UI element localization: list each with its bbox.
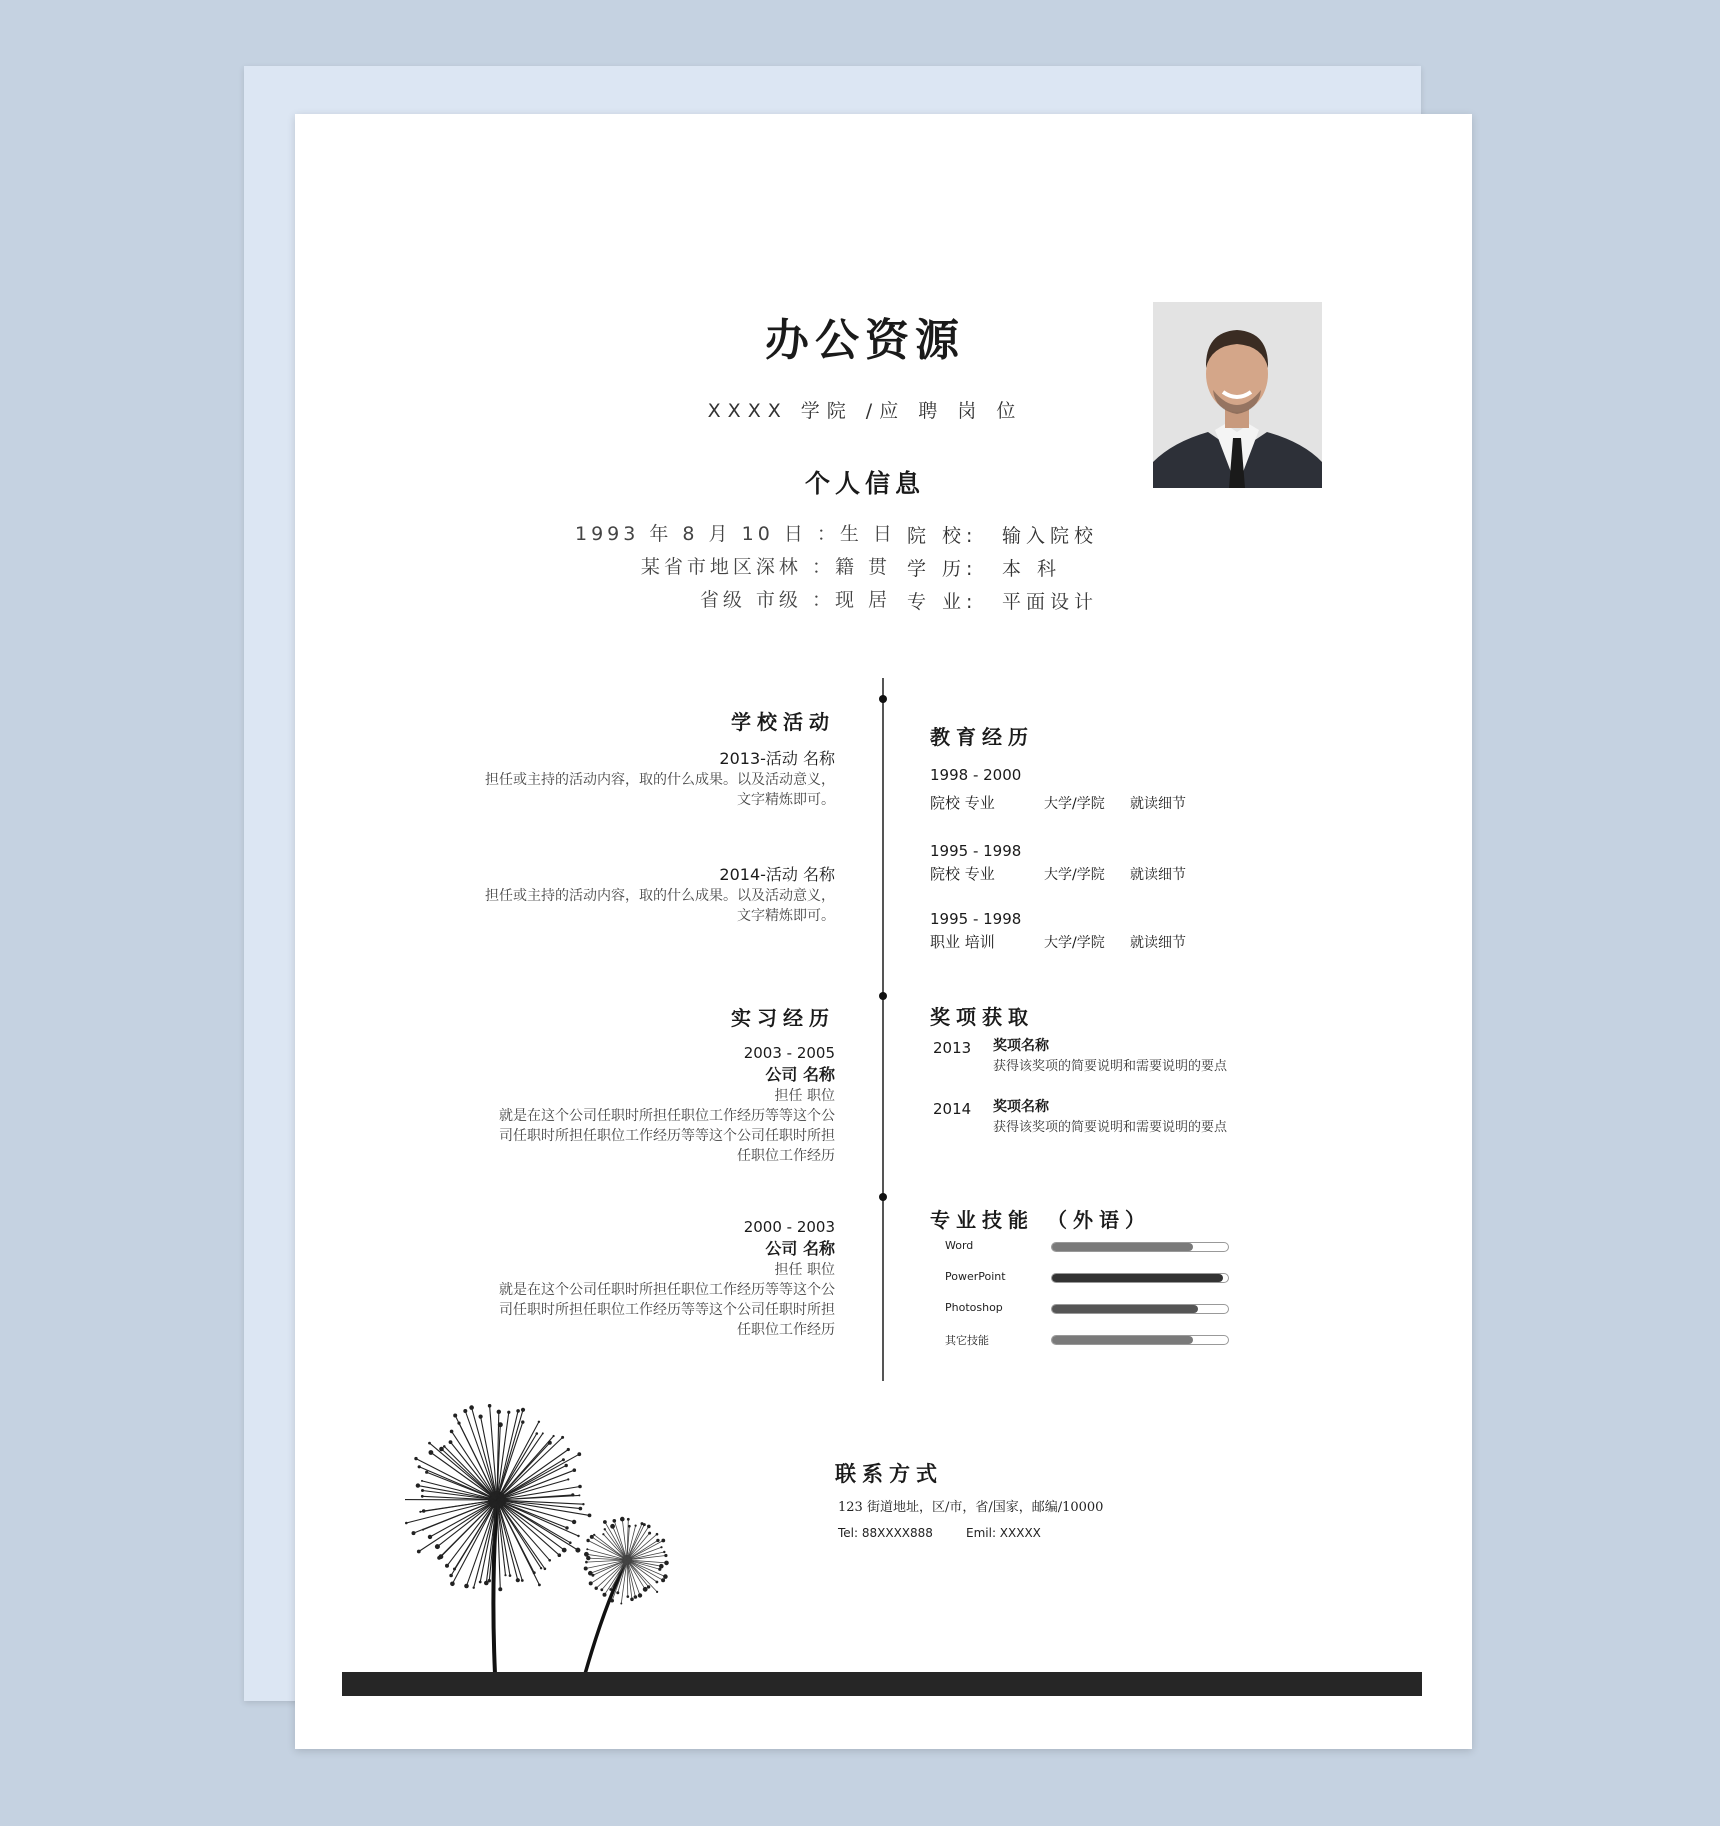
education-school: 大学/学院: [1044, 867, 1105, 883]
activity-desc: 文字精炼即可。: [737, 792, 835, 808]
skills-heading: 专业技能 （外语）: [930, 1208, 1151, 1232]
education-period: 1995 - 1998: [930, 842, 1022, 860]
profile-photo: [1153, 302, 1322, 488]
resume-page: [295, 114, 1472, 1749]
activity-desc: 担任或主持的活动内容，取的什么成果。以及活动意义，: [485, 888, 835, 904]
education-row: [930, 792, 1186, 813]
school-activities-heading: 学校活动: [731, 710, 835, 734]
education-major: 院校 专业: [930, 865, 995, 883]
residence-label: ：现 居: [811, 589, 891, 611]
timeline-dot: [879, 992, 887, 1000]
degree-value: 本 科: [1002, 558, 1062, 580]
internship-item: [499, 1044, 835, 1165]
award-desc: 获得该奖项的简要说明和需要说明的要点: [993, 1120, 1228, 1135]
award-desc: 获得该奖项的简要说明和需要说明的要点: [993, 1059, 1228, 1074]
school-activities-heading-wrap: [731, 706, 835, 735]
internship-company: 公司 名称: [765, 1065, 835, 1084]
skill-label: PowerPoint: [945, 1270, 1006, 1283]
awards-heading: 奖项获取: [930, 1005, 1034, 1029]
contact-phone: Tel: 88XXXX888: [838, 1526, 933, 1540]
personal-info-heading: 个人信息: [804, 469, 925, 498]
timeline-dot: [879, 1193, 887, 1201]
school-label: 院 校:: [907, 525, 978, 547]
origin-label: ：籍 贯: [811, 556, 891, 578]
birthday-label: ：生 日: [816, 523, 896, 545]
info-row-residence: [575, 585, 891, 612]
contact-email: Emil: XXXXX: [966, 1526, 1041, 1540]
internship-heading-wrap: [731, 1002, 835, 1031]
skill-label: Photoshop: [945, 1301, 1003, 1314]
internship-desc: 任职位工作经历: [737, 1148, 835, 1164]
internship-item: [499, 1218, 835, 1339]
major-value: 平面设计: [1002, 591, 1099, 613]
education-detail: 就读细节: [1130, 796, 1186, 812]
info-row-birthday: [575, 519, 896, 546]
activity-title: 2014-活动 名称: [719, 865, 835, 884]
school-value: 输入院校: [1002, 525, 1099, 547]
info-row-degree: [907, 554, 1061, 581]
education-school: 大学/学院: [1044, 796, 1105, 812]
award-name: 奖项名称: [993, 1038, 1049, 1054]
timeline-dot: [879, 695, 887, 703]
info-row-major: [907, 587, 1098, 614]
skill-label: Word: [945, 1239, 974, 1252]
internship-role: 担任 职位: [774, 1262, 835, 1278]
award-year: 2014: [933, 1100, 972, 1118]
award-year: 2013: [933, 1039, 972, 1057]
internship-company: 公司 名称: [765, 1239, 835, 1258]
skill-bar-fill: [1052, 1243, 1193, 1251]
education-row: [930, 863, 1186, 884]
contact-phone-email: [838, 1526, 1041, 1540]
skill-bar-fill: [1052, 1305, 1198, 1313]
resume-subtitle: XXXX 学院 /应 聘 岗 位: [707, 400, 1023, 422]
internship-desc: 司任职时所担任职位工作经历等等这个公司任职时所担: [499, 1128, 835, 1144]
dandelion-illustration: [405, 1404, 725, 1684]
internship-role: 担任 职位: [774, 1088, 835, 1104]
education-detail: 就读细节: [1130, 935, 1186, 951]
major-label: 专 业:: [907, 591, 978, 613]
degree-label: 学 历:: [907, 558, 978, 580]
birthday-value: 1993 年 8 月 10 日: [575, 523, 807, 545]
skill-bar-fill: [1052, 1336, 1193, 1344]
skill-bar: [1051, 1273, 1229, 1283]
residence-value: 省级 市级: [699, 589, 802, 611]
skill-label: 其它技能: [945, 1334, 989, 1347]
education-major: 院校 专业: [930, 794, 995, 812]
skill-bar-fill: [1052, 1274, 1223, 1282]
origin-value: 某省市地区深林: [640, 556, 802, 578]
skill-bar: [1051, 1304, 1229, 1314]
info-row-origin: [575, 552, 891, 579]
activity-title: 2013-活动 名称: [719, 749, 835, 768]
activity-item: [485, 862, 835, 925]
internship-heading: 实习经历: [731, 1006, 835, 1030]
contact-heading: 联系方式: [835, 1462, 943, 1486]
internship-period: 2003 - 2005: [743, 1044, 835, 1062]
education-period: 1998 - 2000: [930, 766, 1022, 784]
resume-title: 办公资源: [765, 315, 965, 366]
activity-desc: 担任或主持的活动内容，取的什么成果。以及活动意义，: [485, 772, 835, 788]
contact-address: 123 街道地址，区/市，省/国家，邮编/10000: [838, 1500, 1104, 1515]
education-major: 职业 培训: [930, 933, 995, 951]
internship-desc: 就是在这个公司任职时所担任职位工作经历等等这个公: [499, 1108, 835, 1124]
info-row-school: [907, 521, 1098, 548]
education-school: 大学/学院: [1044, 935, 1105, 951]
internship-desc: 就是在这个公司任职时所担任职位工作经历等等这个公: [499, 1282, 835, 1298]
activity-desc: 文字精炼即可。: [737, 908, 835, 924]
award-name: 奖项名称: [993, 1099, 1049, 1115]
activity-item: [485, 746, 835, 809]
education-period: 1995 - 1998: [930, 910, 1022, 928]
education-detail: 就读细节: [1130, 867, 1186, 883]
internship-desc: 任职位工作经历: [737, 1322, 835, 1338]
timeline-line: [882, 678, 884, 1381]
footer-ground-bar: [342, 1672, 1422, 1696]
internship-desc: 司任职时所担任职位工作经历等等这个公司任职时所担: [499, 1302, 835, 1318]
skill-bar: [1051, 1335, 1229, 1345]
skill-bar: [1051, 1242, 1229, 1252]
internship-period: 2000 - 2003: [743, 1218, 835, 1236]
education-row: [930, 931, 1186, 952]
education-heading: 教育经历: [930, 725, 1034, 749]
